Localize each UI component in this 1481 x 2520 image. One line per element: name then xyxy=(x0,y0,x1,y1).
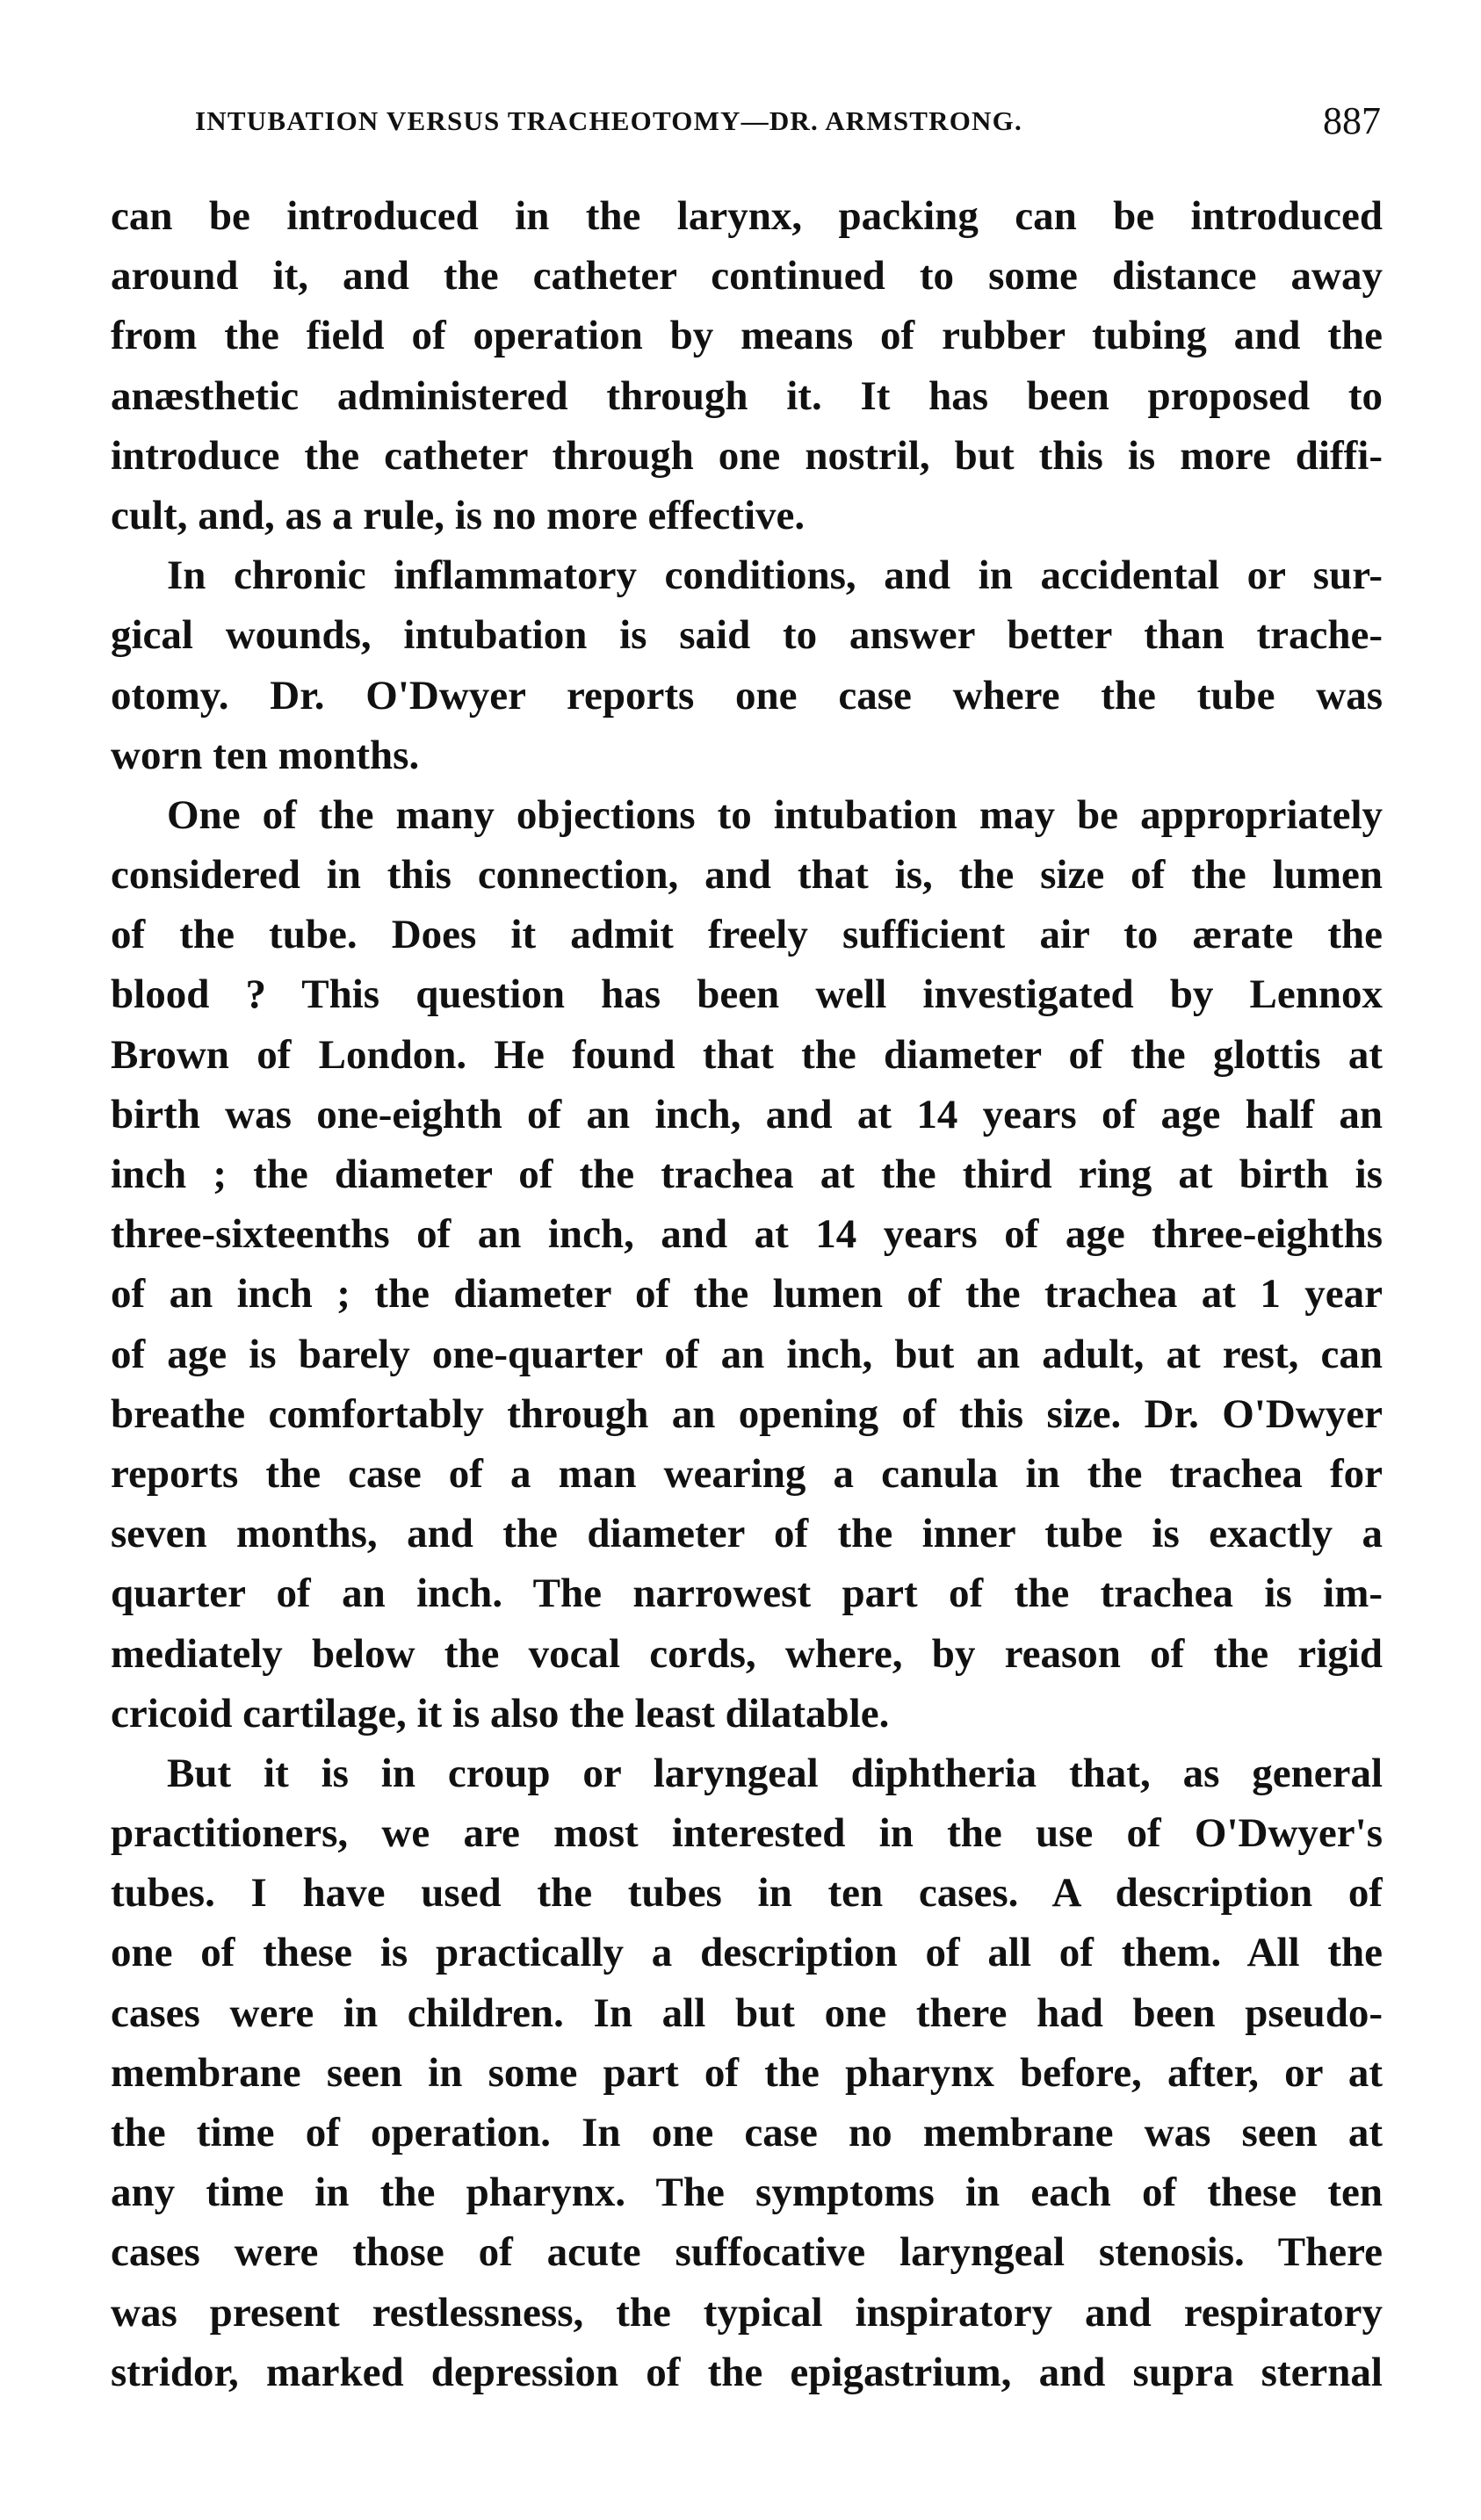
text-line: from the field of operation by means of rubber tubing and the xyxy=(111,313,1383,359)
page-number: 887 xyxy=(1323,99,1381,142)
text-line: was present restlessness, the typical inspiratory and respiratory xyxy=(111,2289,1383,2336)
paragraph xyxy=(111,785,1383,1744)
text-line: One of the many objections to intubation may be appropriately xyxy=(167,791,1383,838)
text-line: around it, and the catheter continued to some distance away xyxy=(111,253,1383,300)
text-line: cases were in children. In all but one there had been pseudo- xyxy=(111,1989,1383,2036)
text-line: stridor, marked depression of the epigastrium, and supra sternal xyxy=(111,2349,1383,2395)
text-line: of the tube. Does it admit freely sufficient air to ærate the xyxy=(111,912,1383,958)
text-line: mediately below the vocal cords, where, by reason of the rigid xyxy=(111,1630,1383,1677)
text-line: considered in this connection, and that is, the size of the lumen xyxy=(111,852,1383,899)
text-line: inch ; the diameter of the trachea at the third ring at birth is xyxy=(111,1152,1383,1197)
running-head xyxy=(195,98,1381,151)
text-line: reports the case of a man wearing a canula in the trachea for xyxy=(111,1450,1383,1497)
text-line: quarter of an inch. The narrowest part of the trachea is im- xyxy=(111,1570,1383,1617)
text-line: can be introduced in the larynx, packing can be introduced xyxy=(111,193,1383,239)
text-line: practitioners, we are most interested in the use of O'Dwyer's xyxy=(111,1810,1383,1857)
text-line: worn ten months. xyxy=(111,732,420,778)
text-line: one of these is practically a description of all of them. All the xyxy=(111,1930,1383,1976)
text-line: of an inch ; the diameter of the lumen of the trachea at 1 year xyxy=(111,1271,1383,1318)
text-line: cases were those of acute suffocative laryngeal stenosis. There xyxy=(111,2229,1383,2276)
text-line: otomy. Dr. O'Dwyer reports one case where the tube was xyxy=(111,672,1383,718)
body-text xyxy=(111,186,1383,2402)
text-line: tubes. I have used the tubes in ten cases. A description of xyxy=(111,1870,1383,1917)
text-line: membrane seen in some part of the pharynx before, after, or at xyxy=(111,2049,1383,2096)
text-line: Brown of London. He found that the diameter of the glottis at xyxy=(111,1031,1383,1078)
text-line: gical wounds, intubation is said to answer better than trache- xyxy=(111,612,1383,659)
text-line: But it is in croup or laryngeal diphtheria that, as general xyxy=(167,1750,1383,1796)
text-line: anæsthetic administered through it. It has been proposed to xyxy=(111,372,1383,419)
running-title: INTUBATION VERSUS TRACHEOTOMY—DR. ARMSTRONG. xyxy=(195,105,1022,136)
text-line: seven months, and the diameter of the inner tube is exactly a xyxy=(111,1511,1383,1557)
text-line: of age is barely one-quarter of an inch, but an adult, at rest, can xyxy=(111,1331,1383,1377)
text-line: the time of operation. In one case no membrane was seen at xyxy=(111,2110,1383,2155)
paragraph xyxy=(111,1744,1383,2402)
text-line: cult, and, as a rule, is no more effective. xyxy=(111,492,806,538)
text-line: blood ? This question has been well investigated by Lennox xyxy=(111,971,1383,1018)
paragraph xyxy=(111,545,1383,785)
paragraph xyxy=(111,186,1383,545)
text-line: introduce the catheter through one nostril, but this is more diffi- xyxy=(111,432,1383,479)
text-line: any time in the pharynx. The symptoms in each of these ten xyxy=(111,2170,1383,2216)
text-line: cricoid cartilage, it is also the least dilatable. xyxy=(111,1690,890,1737)
text-line: breathe comfortably through an opening of this size. Dr. O'Dwyer xyxy=(111,1390,1383,1437)
text-line: In chronic inflammatory conditions, and in accidental or sur- xyxy=(167,552,1383,599)
text-line: three-sixteenths of an inch, and at 14 years of age three-eighths xyxy=(111,1211,1383,1258)
text-line: birth was one-eighth of an inch, and at 14 years of age half an xyxy=(111,1091,1383,1137)
